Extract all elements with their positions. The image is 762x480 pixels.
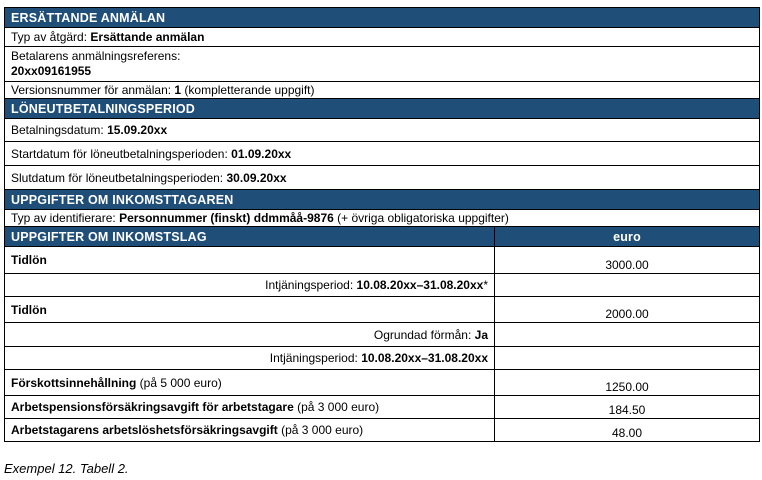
row-action-type <box>5 28 760 47</box>
value: 01.09.20xx <box>231 146 292 161</box>
section-title: LÖNEUTBETALNINGSPERIOD <box>5 99 760 119</box>
value: Ersättande anmälan <box>90 30 205 44</box>
income-row-time-wage-1 <box>5 247 760 274</box>
note: (kompletterande uppgift) <box>181 83 315 97</box>
value: 20xx09161955 <box>11 64 92 78</box>
row-start-date <box>5 142 760 166</box>
label: Slutdatum för löneutbetalningsperioden: <box>11 170 227 185</box>
note: (på 3 000 euro) <box>277 423 364 437</box>
section-header-replacement <box>5 8 760 28</box>
section-title: UPPGIFTER OM INKOMSTTAGAREN <box>5 190 760 210</box>
label: Betalningsdatum: <box>11 123 108 137</box>
income-row-earning-period-1 <box>5 274 760 297</box>
label: Intjäningsperiod: <box>269 351 362 365</box>
table-caption: Exempel 12. Tabell 2. <box>4 461 129 476</box>
income-type: Tidlön <box>5 297 495 323</box>
note: (på 3 000 euro) <box>293 400 380 414</box>
note: (+ övriga obligatoriska uppgifter) <box>333 211 509 225</box>
row-payer-reference <box>5 47 760 82</box>
section-header-income <box>5 227 760 247</box>
amount: 184.50 <box>495 396 760 419</box>
row-payment-date <box>5 119 760 142</box>
income-row-time-wage-2 <box>5 297 760 323</box>
notification-table <box>4 7 760 442</box>
section-header-period <box>5 99 760 119</box>
value: 10.08.20xx–31.08.20xx <box>361 351 488 365</box>
amount: 3000.00 <box>495 247 760 274</box>
label: Typ av identifierare: <box>11 211 120 225</box>
value: 30.09.20xx <box>226 170 287 185</box>
value: Personnummer (finskt) ddmmåå-9876 <box>119 211 334 225</box>
row-identifier <box>5 210 760 227</box>
income-row-unemployment-contribution <box>5 419 760 442</box>
income-type: Arbetstagarens arbetslöshetsförsäkringsavgift <box>11 423 278 437</box>
income-type: Förskottsinnehållning <box>11 375 137 390</box>
row-end-date <box>5 166 760 190</box>
income-type: Arbetspensionsförsäkringsavgift för arbetstagare <box>11 400 294 414</box>
income-row-unfounded-benefit <box>5 323 760 347</box>
note: (på 5 000 euro) <box>136 375 222 390</box>
section-title: ERSÄTTANDE ANMÄLAN <box>5 8 760 28</box>
label: Typ av åtgärd: <box>11 30 91 44</box>
label: Startdatum för löneutbetalningsperioden: <box>11 146 232 161</box>
amount: 1250.00 <box>495 370 760 396</box>
label: Intjäningsperiod: <box>265 278 357 292</box>
currency-header: euro <box>495 227 760 247</box>
footnote-mark: * <box>483 278 488 292</box>
income-type: Tidlön <box>5 247 495 274</box>
value: 1 <box>174 83 182 97</box>
value: Ja <box>474 327 488 342</box>
label: Ogrundad förmån: <box>373 327 475 342</box>
value: 10.08.20xx–31.08.20xx <box>356 278 484 292</box>
income-row-pension-contribution <box>5 396 760 419</box>
label: Versionsnummer för anmälan: <box>11 83 175 97</box>
label: Betalarens anmälningsreferens: <box>11 49 181 63</box>
row-version-number <box>5 82 760 99</box>
amount: 48.00 <box>495 419 760 442</box>
value: 15.09.20xx <box>107 123 168 137</box>
amount: 2000.00 <box>495 297 760 323</box>
section-header-recipient <box>5 190 760 210</box>
income-row-withholding <box>5 370 760 396</box>
section-title: UPPGIFTER OM INKOMSTSLAG <box>5 227 495 247</box>
income-row-earning-period-2 <box>5 347 760 370</box>
